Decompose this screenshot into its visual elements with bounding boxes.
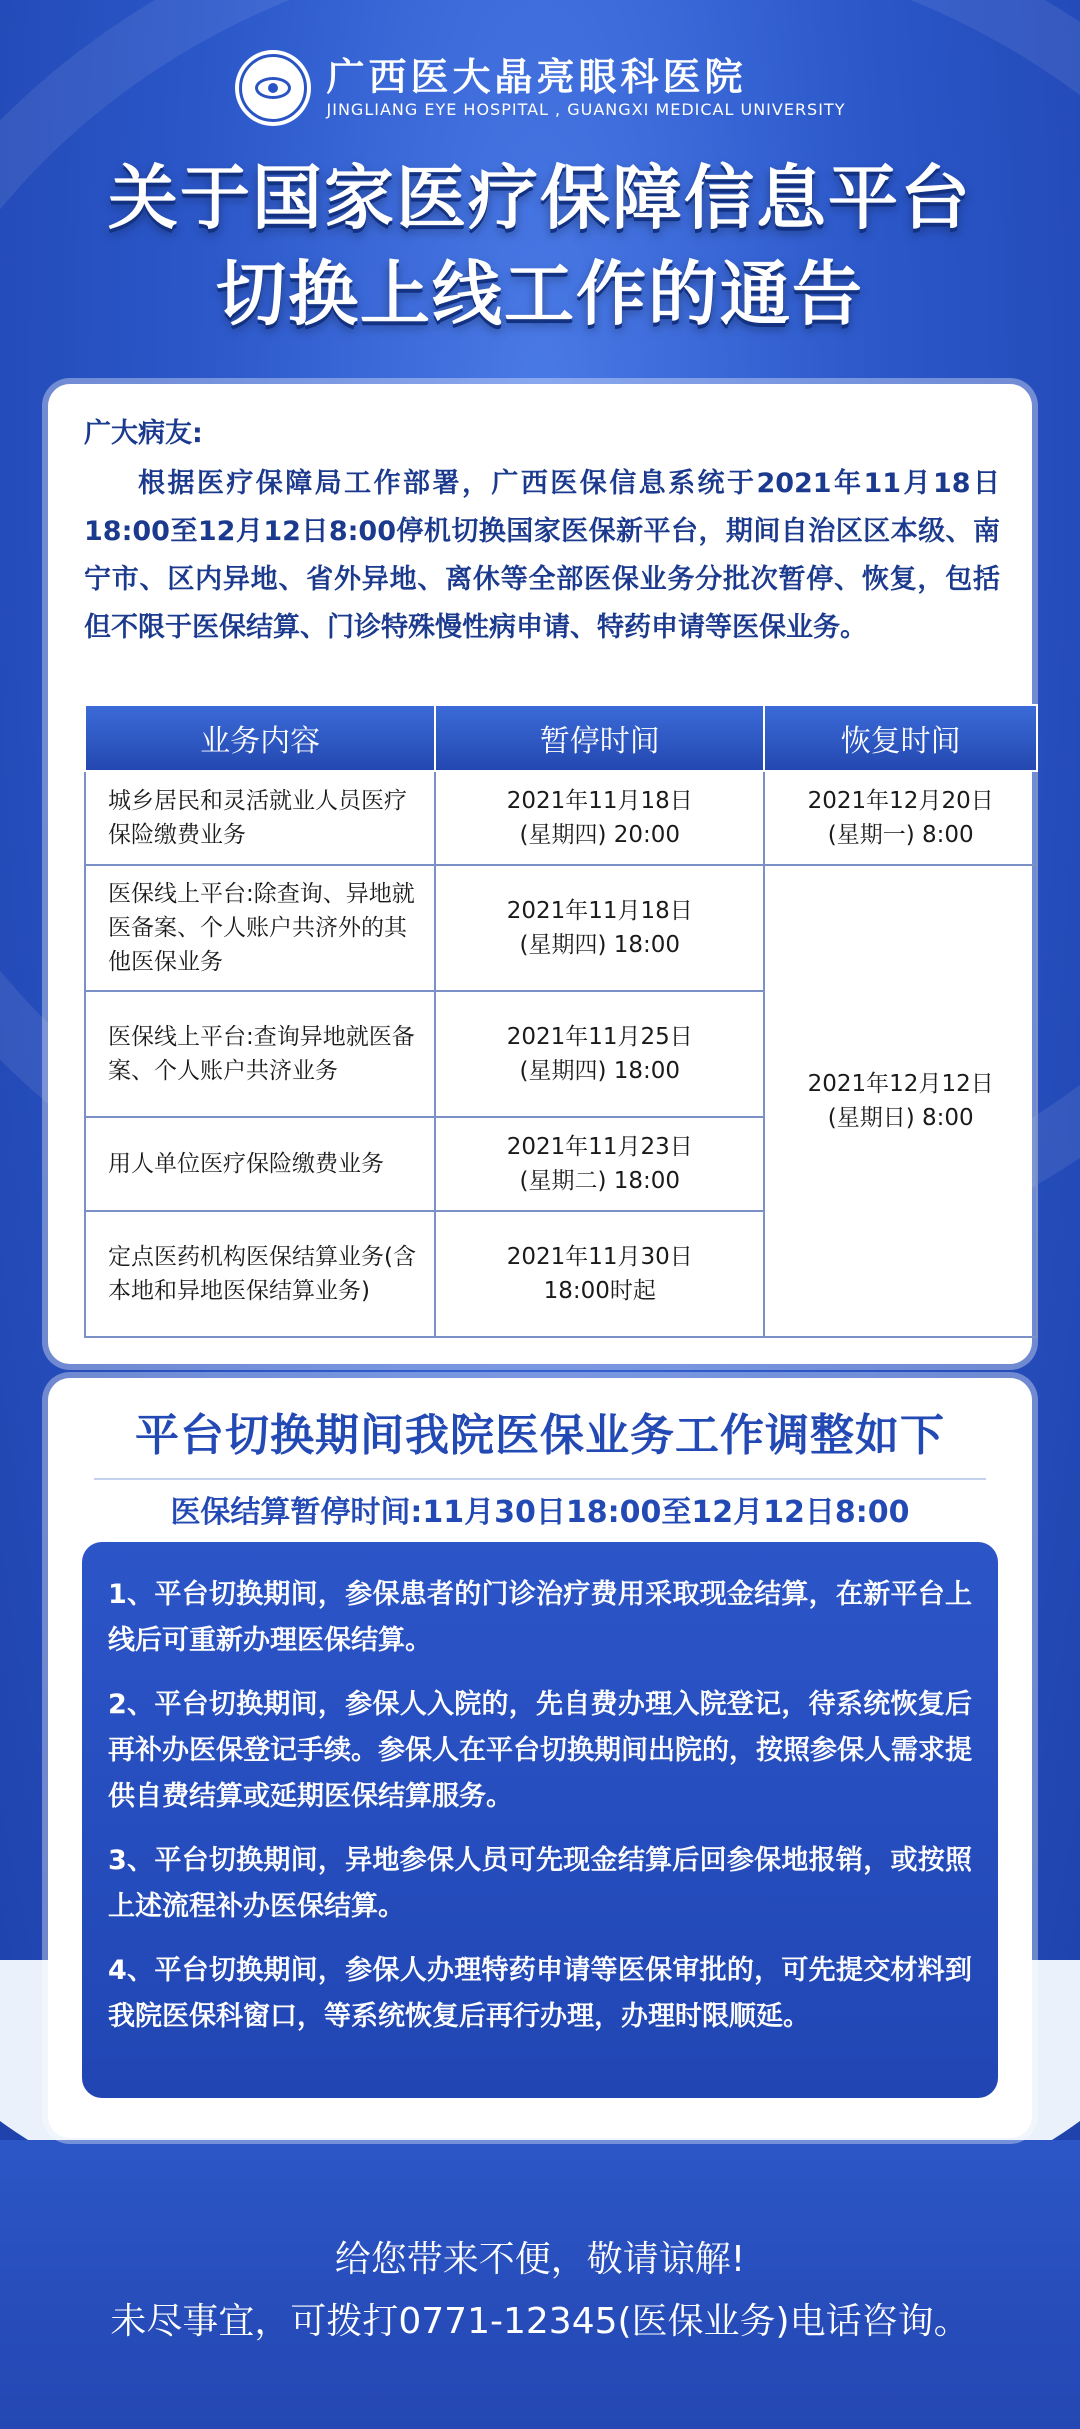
header-pause: 暂停时间 (435, 705, 764, 771)
list-item: 4、平台切换期间，参保人办理特药申请等医保审批的，可先提交材料到我院医保科窗口，等系统恢复后再行办理，办理时限顺延。 (108, 1955, 972, 2032)
notice-card (48, 384, 1032, 1364)
hospital-names (327, 55, 846, 121)
adjustment-subtitle: 医保结算暂停时间:11月30日18:00至12月12日8:00 (170, 1495, 910, 1530)
pause-date: 2021年11月23日 (506, 1134, 693, 1160)
pause-date: 2021年11月18日 (506, 898, 693, 924)
table-row (85, 865, 1037, 991)
cell-resume-merged (764, 865, 1037, 1337)
adjustment-card (48, 1378, 1032, 2138)
footer-apology: 给您带来不便，敬请谅解! (334, 2239, 746, 2280)
cell-business: 医保线上平台:除查询、异地就医备案、个人账户共济外的其他医保业务 (85, 865, 435, 991)
hospital-name-cn: 广西医大晶亮眼科医院 (326, 55, 747, 99)
footer-contact: 未尽事宜，可拨打0771-12345(医保业务)电话咨询。 (110, 2301, 970, 2342)
hospital-name-en: JINGLIANG EYE HOSPITAL , GUANGXI MEDICAL UNIVERSITY (326, 100, 846, 119)
cell-business: 医保线上平台:查询异地就医备案、个人账户共济业务 (85, 991, 435, 1117)
pause-date: 2021年11月25日 (506, 1024, 693, 1050)
cell-business: 城乡居民和灵活就业人员医疗保险缴费业务 (85, 771, 435, 865)
pause-date: 2021年11月18日 (506, 788, 693, 814)
list-item: 1、平台切换期间，参保患者的门诊治疗费用采取现金结算，在新平台上线后可重新办理医保结算。 (108, 1579, 972, 1656)
hospital-eye-logo-icon (235, 50, 311, 126)
pause-time: (星期四) 18:00 (519, 1058, 681, 1084)
cell-pause (435, 771, 764, 865)
adjustment-list (82, 1542, 998, 2098)
table-row (85, 771, 1037, 865)
list-item: 3、平台切换期间，异地参保人员可先现金结算后回参保地报销，或按照上述流程补办医保结算。 (108, 1845, 972, 1922)
pause-date: 2021年11月30日 (506, 1244, 693, 1270)
schedule-table (84, 704, 1038, 1338)
header-resume: 恢复时间 (764, 705, 1037, 771)
header-business: 业务内容 (85, 705, 435, 771)
cell-pause (435, 1211, 764, 1337)
pause-time: 18:00时起 (543, 1278, 656, 1304)
cell-business: 定点医药机构医保结算业务(含本地和异地医保结算业务) (85, 1211, 435, 1337)
pause-time: (星期四) 18:00 (519, 932, 681, 958)
cell-pause (435, 1117, 764, 1211)
divider (94, 1478, 986, 1480)
hospital-header (0, 48, 1080, 128)
resume-time: (星期日) 8:00 (827, 1105, 974, 1131)
page-title (0, 150, 1080, 342)
list-item: 2、平台切换期间，参保人入院的，先自费办理入院登记，待系统恢复后再补办医保登记手续。参保人在平台切换期间出院的，按照参保人需求提供自费结算或延期医保结算服务。 (108, 1689, 972, 1812)
pause-time: (星期二) 18:00 (519, 1168, 681, 1194)
notice-body: 根据医疗保障局工作部署，广西医保信息系统于2021年11月18日18:00至12月12日8:00停机切换国家医保新平台，期间自治区区本级、南宁市、区内异地、省外异地、离休等全部医保业务分批次暂停、恢复，包括但不限于医保结算、门诊特殊慢性病申请、特药申请等医保业务。 (84, 468, 1000, 643)
resume-date: 2021年12月20日 (807, 788, 994, 814)
greeting: 广大病友: (84, 418, 203, 449)
adjustment-title: 平台切换期间我院医保业务工作调整如下 (135, 1410, 945, 1461)
table-header-row (85, 705, 1037, 771)
title-line-2: 切换上线工作的通告 (216, 253, 864, 335)
cell-pause (435, 991, 764, 1117)
cell-pause (435, 865, 764, 991)
cell-business: 用人单位医疗保险缴费业务 (85, 1117, 435, 1211)
resume-time: (星期一) 8:00 (827, 822, 974, 848)
title-line-1: 关于国家医疗保障信息平台 (108, 157, 972, 239)
pause-time: (星期四) 20:00 (519, 822, 681, 848)
resume-date: 2021年12月12日 (807, 1071, 994, 1097)
cell-resume (764, 771, 1037, 865)
